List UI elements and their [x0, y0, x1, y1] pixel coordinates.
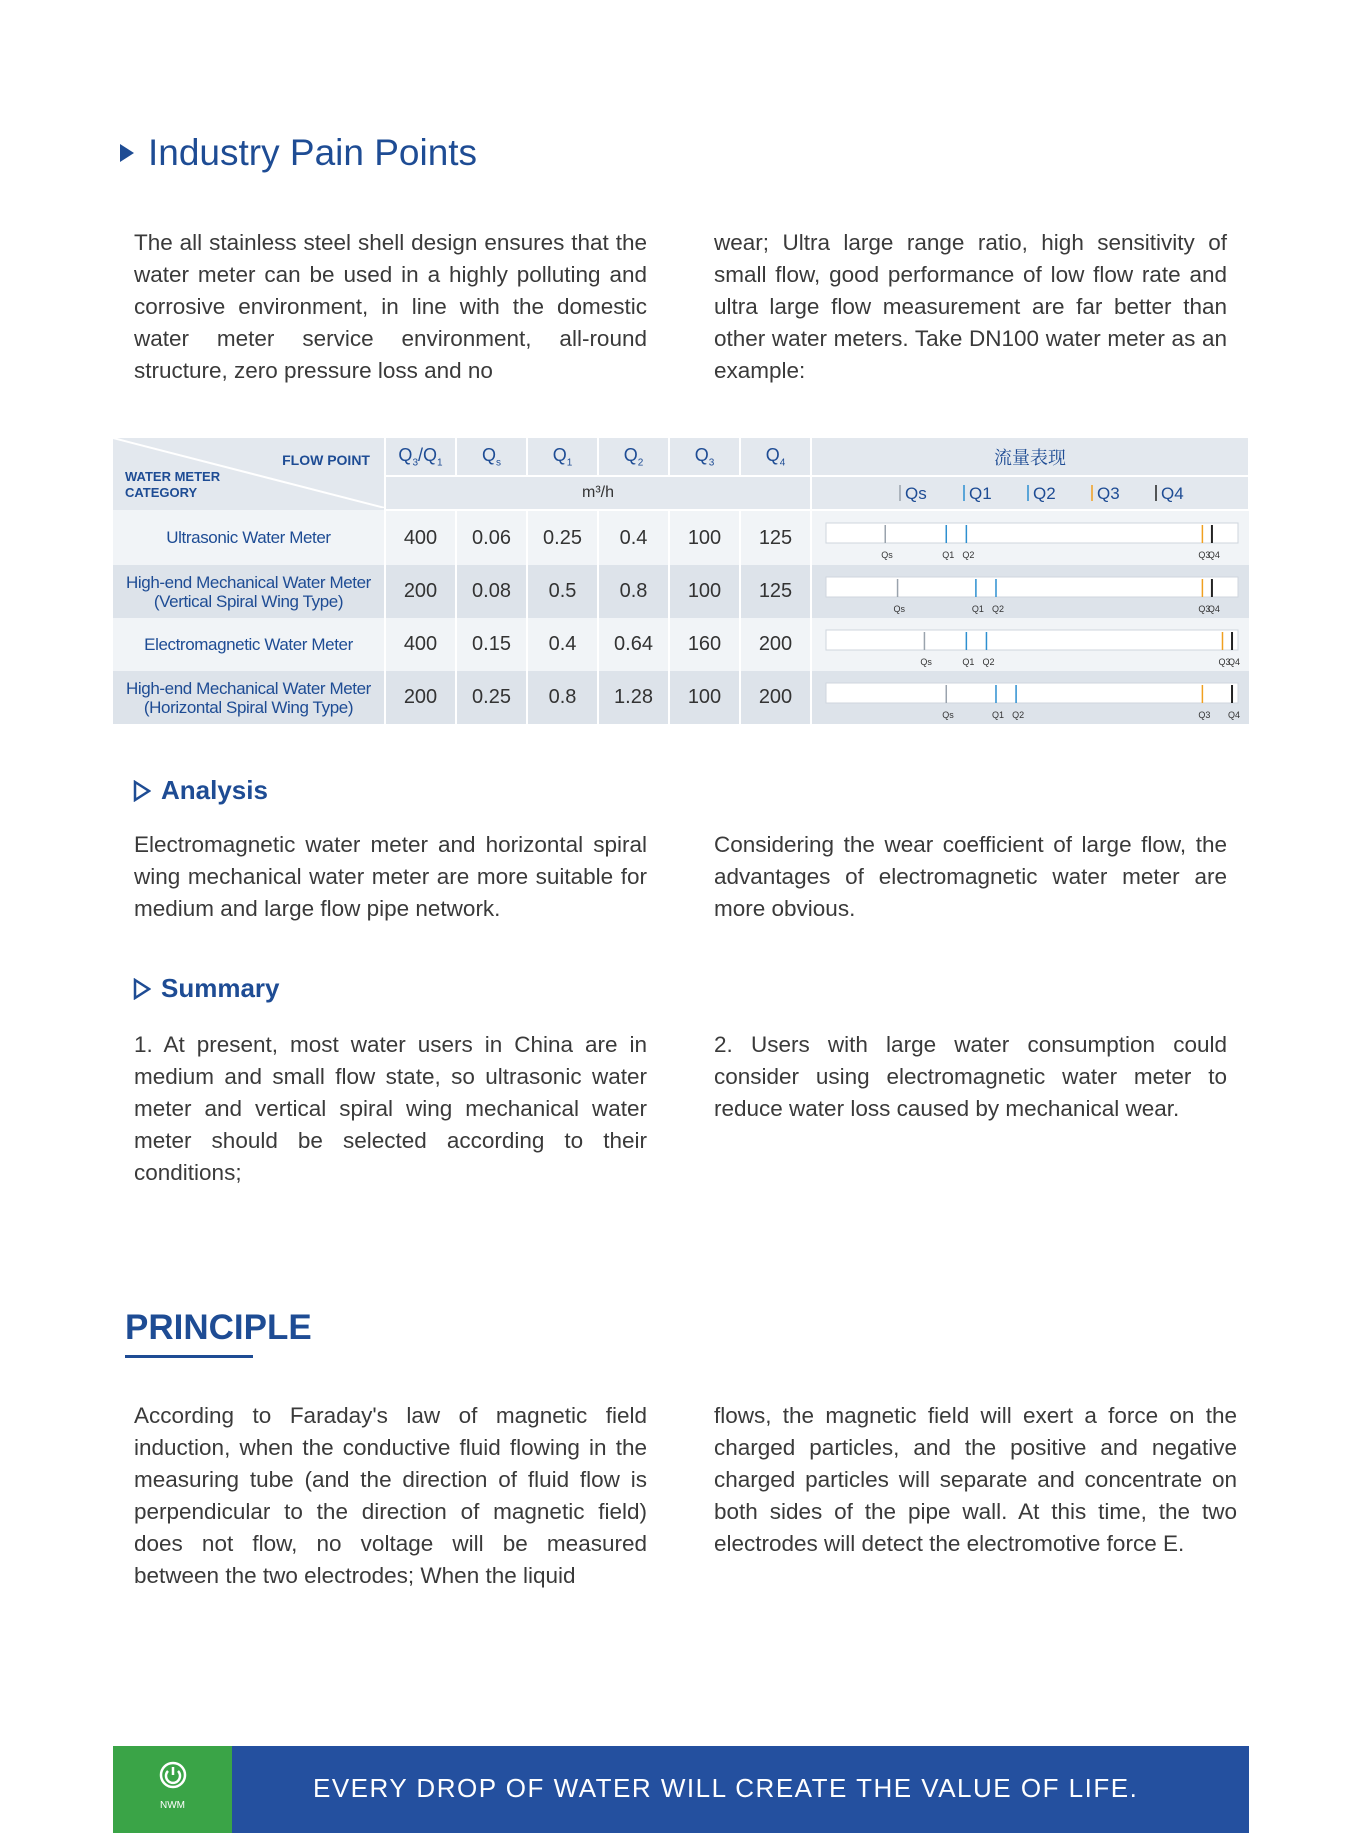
flow-marker-label: Q3 [1198, 710, 1211, 720]
cell-q4: 125 [740, 510, 811, 565]
power-drop-icon [158, 1760, 188, 1790]
summary-left: 1. At present, most water users in China are in medium and small flow state, so ultrasonic water meter and vertical spiral wing mechanical water meter should be selected according to their conditions; [134, 1032, 647, 1185]
flow-marker-label: Q4 [1207, 550, 1220, 560]
cell-q2: 0.64 [598, 618, 669, 671]
flow-marker-label: Q1 [971, 604, 984, 614]
intro-left: The all stainless steel shell design ensures that the water meter can be used in a highly polluting and corrosive environment, in line with the domestic water meter service environment, all-round structure, zero pressure loss and no [134, 230, 647, 383]
table-corner-header [113, 438, 385, 510]
analysis-left: Electromagnetic water meter and horizontal spiral wing mechanical water meter are more suitable for medium and large flow pipe network. [134, 832, 647, 921]
flow-marker-label: Q2 [991, 604, 1005, 614]
perf-legend [811, 476, 1249, 510]
flow-marker-label: Q1 [991, 710, 1005, 720]
flow-bar-svg [812, 618, 1250, 671]
flow-bar-svg [812, 671, 1250, 724]
flow-bar-track [826, 630, 1238, 650]
cell-ratio: 400 [385, 618, 456, 671]
cell-q1: 0.25 [527, 510, 598, 565]
section-title [120, 132, 477, 174]
table-row [113, 510, 1249, 565]
cell-ratio: 200 [385, 565, 456, 618]
flow-bar-svg [812, 565, 1250, 618]
unit-label: m³/h [385, 476, 811, 510]
footer-slogan: EVERY DROP OF WATER WILL CREATE THE VALUE OF LIFE. [313, 1773, 1139, 1803]
flow-marker-label: Q4 [1207, 604, 1220, 614]
cell-q2: 1.28 [598, 671, 669, 724]
flow-marker-label: Q2 [982, 657, 995, 667]
cell-q4: 125 [740, 565, 811, 618]
cell-q3: 100 [669, 671, 740, 724]
cell-q1: 0.8 [527, 671, 598, 724]
flow-bar-svg [812, 511, 1250, 565]
summary-right: 2. Users with large water consumption could consider using electromagnetic water meter to reduce water loss caused by mechanical wear. [714, 1032, 1227, 1121]
principle-underline [125, 1355, 253, 1358]
col-ratio: $Q_3/Q_1$ [385, 438, 456, 476]
flow-marker-label: Q4 [1228, 710, 1241, 720]
cell-qs: 0.06 [456, 510, 527, 565]
cell-q3: 100 [669, 510, 740, 565]
row-flow-bar [811, 671, 1249, 724]
cell-q2: 0.4 [598, 510, 669, 565]
flow-bar-track [826, 683, 1238, 703]
row-flow-bar [811, 618, 1249, 671]
row-flow-bar [811, 510, 1249, 565]
flow-marker-label: Q4 [1228, 657, 1241, 667]
water-meter-category-label: WATER METER CATEGORY [125, 469, 221, 500]
flow-marker-label: Q3 [1218, 657, 1231, 667]
flow-marker-label: Q1 [962, 657, 975, 667]
footer-banner [113, 1746, 1249, 1833]
col-q4: $Q_4$ [740, 438, 811, 476]
flow-marker-label: Q3 [1198, 604, 1211, 614]
principle-left: According to Faraday's law of magnetic field induction, when the conductive fluid flowing in the measuring tube (and the direction of fluid flow is perpendicular to the direction of magnetic field) does not flow, no voltage will be measured between the two electrodes; When the liquid [134, 1403, 647, 1588]
flow-marker-label: Qs [942, 710, 954, 720]
flow-marker-label: Q1 [942, 550, 955, 560]
cell-qs: 0.08 [456, 565, 527, 618]
flow-marker-label: Qs [893, 604, 906, 614]
table-row [113, 671, 1249, 724]
outline-triangle-icon [133, 978, 151, 1000]
cell-q4: 200 [740, 671, 811, 724]
row-category: High-end Mechanical Water Meter (Horizontal Spiral Wing Type) [113, 671, 385, 724]
cell-q3: 160 [669, 618, 740, 671]
col-flow-performance: 流量表现 [811, 438, 1249, 476]
legend-label: Q2 [1033, 484, 1056, 503]
legend-label: Qs [905, 484, 927, 503]
analysis-title: Analysis [161, 775, 268, 805]
flow-point-table [113, 438, 1250, 724]
flow-point-label: FLOW POINT [282, 452, 370, 468]
perf-legend-svg [812, 477, 1250, 509]
row-category: High-end Mechanical Water Meter (Vertical Spiral Wing Type) [113, 565, 385, 618]
triangle-bullet-icon [120, 144, 134, 162]
brand-name: NWM [160, 1800, 185, 1811]
cell-ratio: 400 [385, 510, 456, 565]
table-row [113, 618, 1249, 671]
section-title-text: Industry Pain Points [148, 132, 478, 173]
row-category: Electromagnetic Water Meter [113, 618, 385, 671]
flow-bar-track [826, 577, 1238, 597]
cell-ratio: 200 [385, 671, 456, 724]
cell-q3: 100 [669, 565, 740, 618]
flow-marker-label: Q2 [1012, 710, 1025, 720]
principle-title: PRINCIPLE [125, 1308, 312, 1347]
row-flow-bar [811, 565, 1249, 618]
outline-triangle-icon [133, 780, 151, 802]
summary-title: Summary [161, 973, 280, 1003]
table-row [113, 565, 1249, 618]
cell-q4: 200 [740, 618, 811, 671]
flow-marker-label: Q3 [1198, 550, 1211, 560]
cell-qs: 0.15 [456, 618, 527, 671]
analysis-heading [133, 775, 268, 806]
cell-q1: 0.4 [527, 618, 598, 671]
intro-right: wear; Ultra large range ratio, high sensitivity of small flow, good performance of low flow rate and ultra large flow measurement are far better than other water meters. Take DN100 water meter as an example: [714, 230, 1227, 383]
flow-marker-label: Q2 [962, 550, 975, 560]
brand-logo [113, 1746, 232, 1833]
legend-label: Q4 [1161, 484, 1184, 503]
principle-right: flows, the magnetic field will exert a force on the charged particles, and the positive and negative charged particles will separate and concentrate on both sides of the pipe wall. At this time, the two electrodes will detect the electromotive force E. [714, 1403, 1237, 1556]
col-q2: $Q_2$ [598, 438, 669, 476]
analysis-right: Considering the wear coefficient of large flow, the advantages of electromagnetic water meter are more obvious. [714, 832, 1227, 921]
legend-label: Q3 [1097, 484, 1120, 503]
col-q1: $Q_1$ [527, 438, 598, 476]
flow-marker-label: Qs [881, 550, 893, 560]
flow-bar-track [826, 523, 1238, 543]
cell-qs: 0.25 [456, 671, 527, 724]
summary-heading [133, 973, 280, 1004]
cell-q1: 0.5 [527, 565, 598, 618]
cell-q2: 0.8 [598, 565, 669, 618]
flow-marker-label: Qs [920, 657, 932, 667]
col-q3: $Q_3$ [669, 438, 740, 476]
col-qs: $Q_s$ [456, 438, 527, 476]
legend-label: Q1 [969, 484, 992, 503]
row-category: Ultrasonic Water Meter [113, 510, 385, 565]
